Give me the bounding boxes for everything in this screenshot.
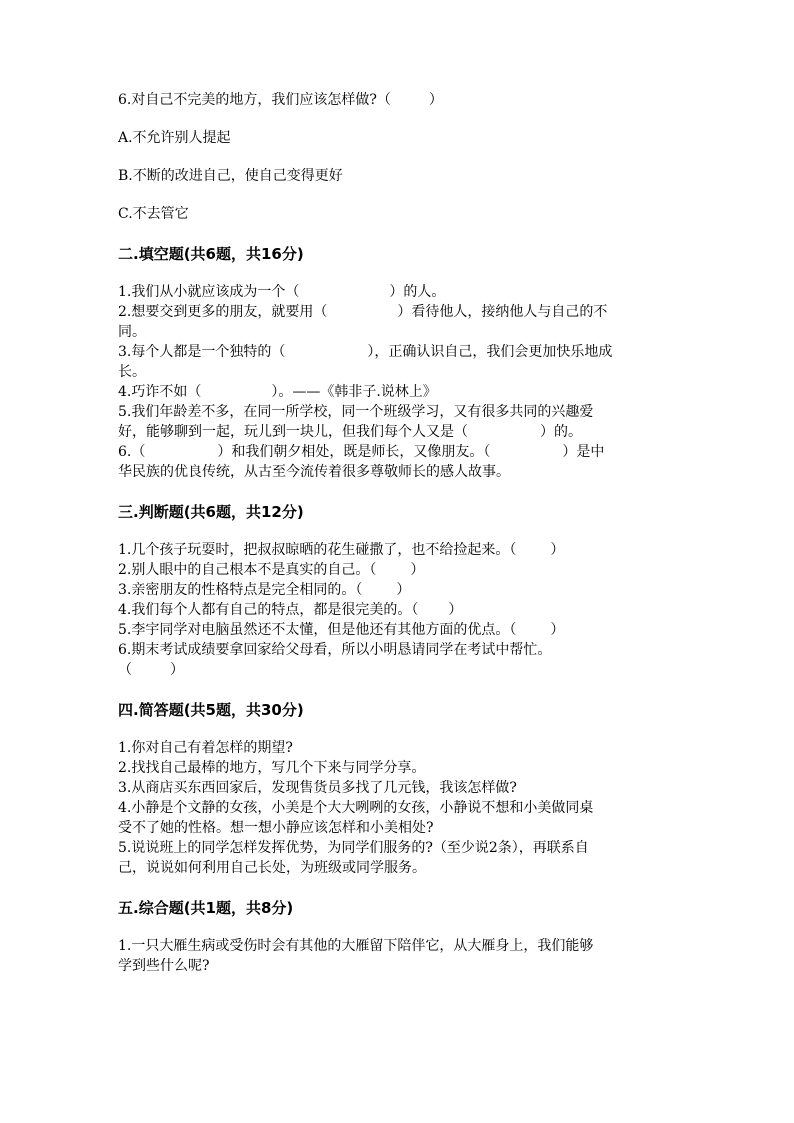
list-item: 5.说说班上的同学怎样发挥优势，为同学们服务的?（至少说2条），再联系自	[118, 840, 589, 856]
list-item: 3.从商店买东西回家后，发现售货员多找了几元钱，我该怎样做?	[118, 780, 517, 796]
list-item: 4.小静是个文静的女孩，小美是个大大咧咧的女孩，小静说不想和小美做同桌	[118, 800, 594, 816]
list-item: 长。	[118, 364, 146, 380]
section-heading-short-answer: 四.简答题(共5题，共30分)	[118, 701, 304, 719]
question-stem: 6.对自己不完美的地方，我们应该怎样做?（ ）	[118, 92, 443, 108]
list-item: 2.别人眼中的自己根本不是真实的自己。（ ）	[118, 562, 425, 578]
list-item: 3.亲密朋友的性格特点是完全相同的。（ ）	[118, 582, 411, 598]
option-c: C.不去管它	[118, 206, 189, 222]
option-a: A.不允许别人提起	[118, 130, 231, 146]
option-b: B.不断的改进自己，使自己变得更好	[118, 168, 343, 184]
list-item: 6.期末考试成绩要拿回家给父母看，所以小明恳请同学在考试中帮忙。	[118, 642, 552, 658]
list-item: 受不了她的性格。想一想小静应该怎样和小美相处?	[118, 820, 434, 836]
list-item: 4.巧诈不如（ ）。——《韩非子.说林上》	[118, 384, 437, 400]
list-item: 5.我们年龄差不多，在同一所学校，同一个班级学习，又有很多共同的兴趣爱	[118, 404, 594, 420]
exam-page	[118, 90, 678, 976]
list-item: 1.几个孩子玩耍时，把叔叔晾晒的花生碰撒了，也不给捡起来。（ ）	[118, 542, 565, 558]
list-item: 2.找找自己最棒的地方，写几个下来与同学分享。	[118, 760, 426, 776]
list-item: 同。	[118, 324, 146, 340]
list-item: 1.一只大雁生病或受伤时会有其他的大雁留下陪伴它，从大雁身上，我们能够	[118, 938, 594, 954]
short-answer-list	[118, 738, 678, 878]
list-item: 1.你对自己有着怎样的期望?	[118, 740, 293, 756]
comprehensive-list	[118, 936, 678, 976]
list-item: 2.想要交到更多的朋友，就要用（ ）看待他人，接纳他人与自己的不	[118, 304, 608, 320]
list-item: 4.我们每个人都有自己的特点，都是很完美的。（ ）	[118, 602, 463, 618]
list-item: 己，说说如何利用自己长处，为班级或同学服务。	[118, 860, 426, 876]
list-item: 好，能够聊到一起，玩儿到一块儿，但我们每个人又是（ ）的。	[118, 424, 582, 440]
section-heading-fill-blank: 二.填空题(共6题，共16分)	[118, 245, 304, 263]
list-item: 华民族的优良传统，从古至今流传着很多尊敬师长的感人故事。	[118, 464, 510, 480]
list-item: 6.（ ）和我们朝夕相处，既是师长，又像朋友。（ ）是中	[118, 444, 605, 460]
list-item: 3.每个人都是一个独特的（ ），正确认识自己，我们会更加快乐地成	[118, 344, 613, 360]
true-false-list	[118, 540, 678, 680]
section-heading-comprehensive: 五.综合题(共1题，共8分)	[118, 899, 294, 917]
list-item: 1.我们从小就应该成为一个（ ）的人。	[118, 284, 446, 300]
fill-blank-list	[118, 282, 678, 482]
section-heading-true-false: 三.判断题(共6题，共12分)	[118, 503, 304, 521]
list-item: 学到些什么呢?	[118, 958, 210, 974]
list-item: 5.李宇同学对电脑虽然还不太懂，但是他还有其他方面的优点。（ ）	[118, 622, 565, 638]
list-item: （ ）	[118, 662, 184, 678]
